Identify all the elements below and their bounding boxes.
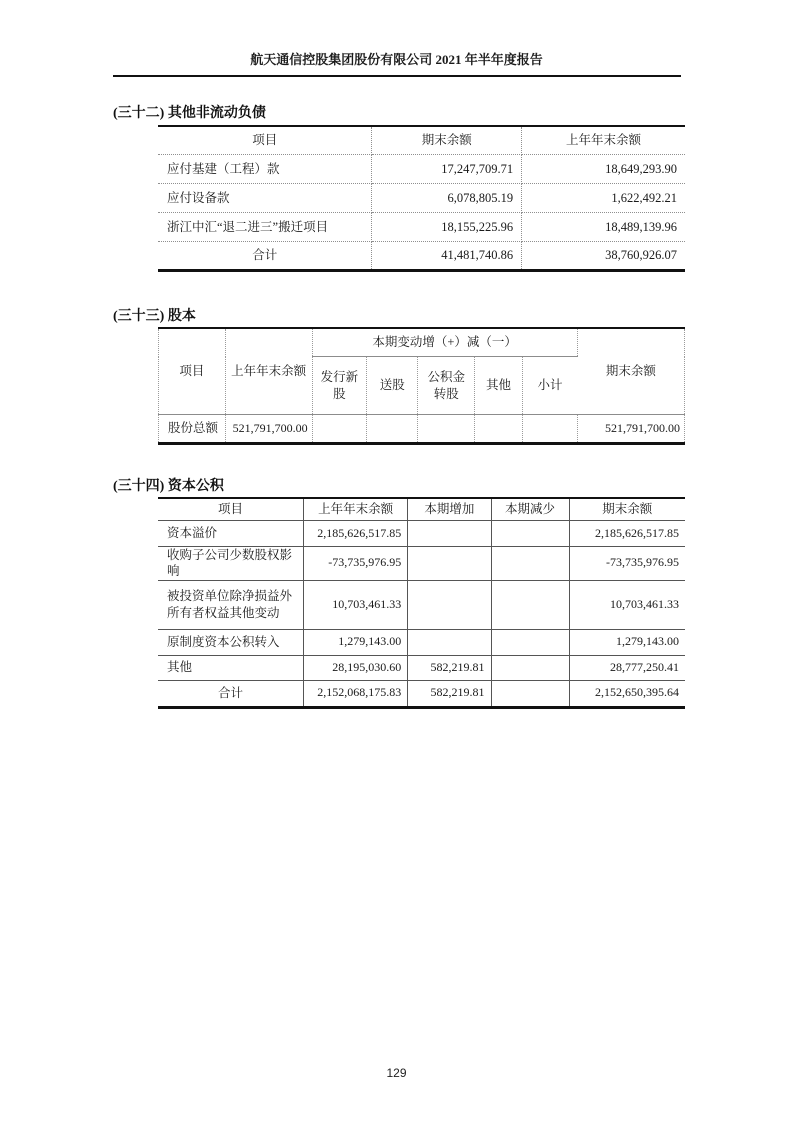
capital-reserve-table xyxy=(158,497,685,709)
table-cell xyxy=(475,415,523,444)
table-cell: 28,195,030.60 xyxy=(303,655,407,680)
table-cell: 10,703,461.33 xyxy=(569,580,685,629)
table-cell: 收购子公司少数股权影响 xyxy=(158,547,303,581)
table-cell: 1,279,143.00 xyxy=(569,629,685,655)
table-cell: 582,219.81 xyxy=(408,655,491,680)
table-cell xyxy=(491,655,569,680)
section-title-other-noncurrent-liabilities: (三十二) 其他非流动负债 xyxy=(113,106,266,121)
table-header-cell: 小计 xyxy=(522,357,577,415)
table-cell: 其他 xyxy=(158,655,303,680)
table-cell: 28,777,250.41 xyxy=(569,655,685,680)
table-cell: 521,791,700.00 xyxy=(225,415,312,444)
table-cell: 2,152,068,175.83 xyxy=(303,680,407,707)
table-header-cell: 项目 xyxy=(159,328,226,415)
table-header-cell: 本期减少 xyxy=(491,498,569,521)
table-header-cell: 期末余额 xyxy=(372,126,522,155)
table-row xyxy=(158,155,685,184)
table-header-cell: 上年年末余额 xyxy=(303,498,407,521)
table-cell: 股份总额 xyxy=(159,415,226,444)
table-cell xyxy=(418,415,475,444)
table-cell xyxy=(491,680,569,707)
table-header-cell: 期末余额 xyxy=(577,328,684,415)
table-group-header-cell: 本期变动增（+）减（一） xyxy=(312,328,577,357)
table-cell: 资本溢价 xyxy=(158,521,303,547)
table-header-cell: 项目 xyxy=(158,126,372,155)
table-cell: 6,078,805.19 xyxy=(372,184,522,213)
table-cell: 18,489,139.96 xyxy=(522,213,685,242)
table-cell xyxy=(408,580,491,629)
table-cell: -73,735,976.95 xyxy=(303,547,407,581)
table-cell: 原制度资本公积转入 xyxy=(158,629,303,655)
table-cell: 521,791,700.00 xyxy=(605,420,680,435)
table-cell: 合计 xyxy=(158,680,303,707)
table-row xyxy=(159,415,685,444)
table-cell xyxy=(491,521,569,547)
table-cell xyxy=(491,580,569,629)
report-header-title: 航天通信控股集团股份有限公司 2021 年半年度报告 xyxy=(250,52,543,67)
table-header-row xyxy=(158,498,685,521)
table-cell: 应付设备款 xyxy=(158,184,372,213)
table-header-cell: 其他 xyxy=(475,357,523,415)
table-cell: 被投资单位除净损益外所有者权益其他变动 xyxy=(158,580,303,629)
table-cell xyxy=(522,415,577,444)
table-row xyxy=(158,184,685,213)
table-cell: 1,279,143.00 xyxy=(303,629,407,655)
page-number: 129 xyxy=(386,1066,407,1080)
table-cell: 1,622,492.21 xyxy=(522,184,685,213)
section-title-share-capital: (三十三) 股本 xyxy=(113,309,196,324)
table-row xyxy=(158,655,685,680)
table-cell: 38,760,926.07 xyxy=(605,248,677,263)
table-cell xyxy=(312,415,367,444)
table-row xyxy=(158,213,685,242)
table-header-cell: 期末余额 xyxy=(569,498,685,521)
table-row xyxy=(158,629,685,655)
table-total-row xyxy=(158,680,685,707)
table-header-row xyxy=(158,126,685,155)
table-row xyxy=(158,521,685,547)
table-cell: -73,735,976.95 xyxy=(569,547,685,581)
table-header-cell: 公积金转股 xyxy=(418,357,475,415)
table-total-row xyxy=(158,242,685,271)
table-row xyxy=(158,580,685,629)
table-cell: 582,219.81 xyxy=(408,680,491,707)
table-header-cell: 上年年末余额 xyxy=(225,328,312,415)
table-cell: 17,247,709.71 xyxy=(372,155,522,184)
table-cell xyxy=(408,629,491,655)
table-cell xyxy=(491,547,569,581)
share-capital-table xyxy=(158,327,685,445)
table-cell xyxy=(491,629,569,655)
table-cell xyxy=(367,415,418,444)
table-cell: 2,185,626,517.85 xyxy=(569,521,685,547)
table-cell: 浙江中汇“退二进三”搬迁项目 xyxy=(158,213,372,242)
table-header-cell: 上年年末余额 xyxy=(522,126,685,155)
table-cell: 合计 xyxy=(158,242,372,271)
section-title-capital-reserve: (三十四) 资本公积 xyxy=(113,479,224,494)
table-header-cell: 发行新股 xyxy=(312,357,367,415)
table-cell: 10,703,461.33 xyxy=(303,580,407,629)
table-header-cell: 本期增加 xyxy=(408,498,491,521)
header-divider xyxy=(113,75,681,77)
table-row xyxy=(158,547,685,581)
table-header-row xyxy=(159,328,685,357)
table-cell: 应付基建（工程）款 xyxy=(158,155,372,184)
table-cell xyxy=(408,521,491,547)
table-cell xyxy=(408,547,491,581)
other-noncurrent-liabilities-table xyxy=(158,125,685,272)
table-cell: 18,649,293.90 xyxy=(522,155,685,184)
table-cell: 2,152,650,395.64 xyxy=(595,685,679,700)
table-cell: 2,185,626,517.85 xyxy=(303,521,407,547)
table-header-cell: 项目 xyxy=(158,498,303,521)
table-cell: 41,481,740.86 xyxy=(372,242,522,271)
table-cell: 18,155,225.96 xyxy=(372,213,522,242)
table-header-cell: 送股 xyxy=(367,357,418,415)
